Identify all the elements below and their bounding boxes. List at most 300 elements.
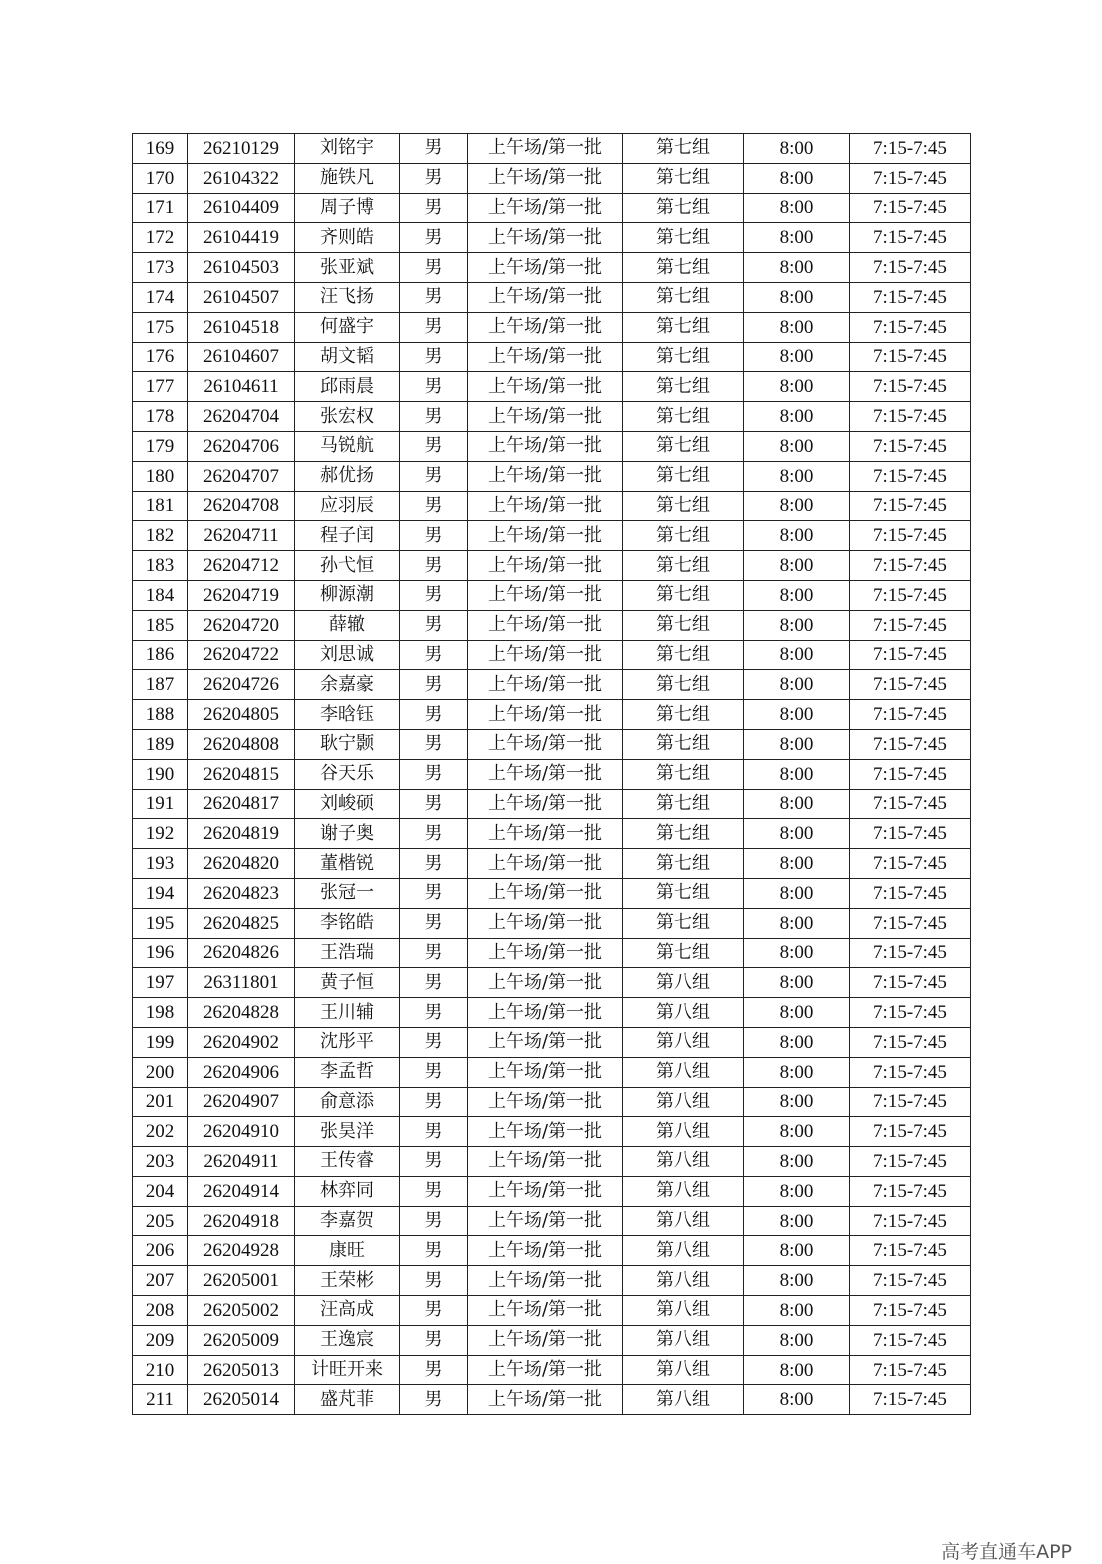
- exam-id-cell: 26104419: [188, 223, 295, 253]
- gender-cell: 男: [400, 402, 468, 432]
- table-body: [133, 134, 971, 1415]
- session-cell: 上午场/第一批: [468, 491, 623, 521]
- checkin-cell: 7:15-7:45: [850, 670, 971, 700]
- seq-cell: 200: [133, 1057, 188, 1087]
- session-cell: 上午场/第一批: [468, 521, 623, 551]
- table-row: [133, 372, 971, 402]
- exam-id-cell: 26205013: [188, 1355, 295, 1385]
- exam-id-cell: 26204828: [188, 998, 295, 1028]
- seq-cell: 186: [133, 640, 188, 670]
- table-row: [133, 342, 971, 372]
- time-cell: 8:00: [744, 580, 850, 610]
- seq-cell: 189: [133, 729, 188, 759]
- checkin-cell: 7:15-7:45: [850, 1147, 971, 1177]
- table-row: [133, 998, 971, 1028]
- gender-cell: 男: [400, 1296, 468, 1326]
- table-row: [133, 610, 971, 640]
- checkin-cell: 7:15-7:45: [850, 431, 971, 461]
- time-cell: 8:00: [744, 1117, 850, 1147]
- session-cell: 上午场/第一批: [468, 938, 623, 968]
- exam-id-cell: 26204805: [188, 700, 295, 730]
- session-cell: 上午场/第一批: [468, 610, 623, 640]
- session-cell: 上午场/第一批: [468, 819, 623, 849]
- name-cell: 刘思诚: [295, 640, 400, 670]
- group-cell: 第七组: [623, 640, 744, 670]
- gender-cell: 男: [400, 521, 468, 551]
- seq-cell: 201: [133, 1087, 188, 1117]
- session-cell: 上午场/第一批: [468, 670, 623, 700]
- time-cell: 8:00: [744, 282, 850, 312]
- group-cell: 第七组: [623, 134, 744, 164]
- seq-cell: 172: [133, 223, 188, 253]
- table-row: [133, 1355, 971, 1385]
- table-row: [133, 819, 971, 849]
- seq-cell: 209: [133, 1325, 188, 1355]
- table-row: [133, 938, 971, 968]
- checkin-cell: 7:15-7:45: [850, 819, 971, 849]
- exam-id-cell: 26204704: [188, 402, 295, 432]
- table-row: [133, 1057, 971, 1087]
- gender-cell: 男: [400, 1057, 468, 1087]
- seq-cell: 210: [133, 1355, 188, 1385]
- gender-cell: 男: [400, 700, 468, 730]
- time-cell: 8:00: [744, 968, 850, 998]
- gender-cell: 男: [400, 1147, 468, 1177]
- name-cell: 薛辙: [295, 610, 400, 640]
- group-cell: 第七组: [623, 342, 744, 372]
- session-cell: 上午场/第一批: [468, 1236, 623, 1266]
- checkin-cell: 7:15-7:45: [850, 521, 971, 551]
- gender-cell: 男: [400, 461, 468, 491]
- exam-id-cell: 26204820: [188, 849, 295, 879]
- exam-id-cell: 26204928: [188, 1236, 295, 1266]
- group-cell: 第七组: [623, 700, 744, 730]
- session-cell: 上午场/第一批: [468, 1087, 623, 1117]
- name-cell: 盛芃菲: [295, 1385, 400, 1415]
- table-row: [133, 700, 971, 730]
- checkin-cell: 7:15-7:45: [850, 700, 971, 730]
- group-cell: 第七组: [623, 670, 744, 700]
- seq-cell: 181: [133, 491, 188, 521]
- session-cell: 上午场/第一批: [468, 640, 623, 670]
- exam-id-cell: 26210129: [188, 134, 295, 164]
- seq-cell: 199: [133, 1027, 188, 1057]
- table-row: [133, 461, 971, 491]
- gender-cell: 男: [400, 759, 468, 789]
- name-cell: 柳源潮: [295, 580, 400, 610]
- session-cell: 上午场/第一批: [468, 1206, 623, 1236]
- exam-id-cell: 26204902: [188, 1027, 295, 1057]
- time-cell: 8:00: [744, 1147, 850, 1177]
- session-cell: 上午场/第一批: [468, 849, 623, 879]
- time-cell: 8:00: [744, 1296, 850, 1326]
- name-cell: 施铁凡: [295, 163, 400, 193]
- seq-cell: 196: [133, 938, 188, 968]
- session-cell: 上午场/第一批: [468, 1147, 623, 1177]
- gender-cell: 男: [400, 789, 468, 819]
- table-row: [133, 1176, 971, 1206]
- session-cell: 上午场/第一批: [468, 253, 623, 283]
- table-row: [133, 521, 971, 551]
- gender-cell: 男: [400, 640, 468, 670]
- table-row: [133, 134, 971, 164]
- session-cell: 上午场/第一批: [468, 1057, 623, 1087]
- table-row: [133, 1027, 971, 1057]
- session-cell: 上午场/第一批: [468, 372, 623, 402]
- checkin-cell: 7:15-7:45: [850, 1206, 971, 1236]
- group-cell: 第七组: [623, 193, 744, 223]
- time-cell: 8:00: [744, 849, 850, 879]
- session-cell: 上午场/第一批: [468, 1355, 623, 1385]
- session-cell: 上午场/第一批: [468, 402, 623, 432]
- group-cell: 第七组: [623, 610, 744, 640]
- seq-cell: 183: [133, 551, 188, 581]
- time-cell: 8:00: [744, 223, 850, 253]
- group-cell: 第七组: [623, 491, 744, 521]
- checkin-cell: 7:15-7:45: [850, 1385, 971, 1415]
- time-cell: 8:00: [744, 491, 850, 521]
- checkin-cell: 7:15-7:45: [850, 1057, 971, 1087]
- group-cell: 第八组: [623, 968, 744, 998]
- time-cell: 8:00: [744, 372, 850, 402]
- table-row: [133, 253, 971, 283]
- checkin-cell: 7:15-7:45: [850, 551, 971, 581]
- seq-cell: 192: [133, 819, 188, 849]
- group-cell: 第八组: [623, 1325, 744, 1355]
- gender-cell: 男: [400, 1236, 468, 1266]
- time-cell: 8:00: [744, 938, 850, 968]
- checkin-cell: 7:15-7:45: [850, 759, 971, 789]
- exam-id-cell: 26204826: [188, 938, 295, 968]
- exam-id-cell: 26104409: [188, 193, 295, 223]
- gender-cell: 男: [400, 223, 468, 253]
- name-cell: 张昊洋: [295, 1117, 400, 1147]
- exam-id-cell: 26204823: [188, 878, 295, 908]
- checkin-cell: 7:15-7:45: [850, 789, 971, 819]
- seq-cell: 179: [133, 431, 188, 461]
- name-cell: 齐则皓: [295, 223, 400, 253]
- name-cell: 沈彤平: [295, 1027, 400, 1057]
- seq-cell: 204: [133, 1176, 188, 1206]
- checkin-cell: 7:15-7:45: [850, 849, 971, 879]
- exam-id-cell: 26204706: [188, 431, 295, 461]
- gender-cell: 男: [400, 580, 468, 610]
- gender-cell: 男: [400, 312, 468, 342]
- name-cell: 刘峻硕: [295, 789, 400, 819]
- group-cell: 第七组: [623, 551, 744, 581]
- time-cell: 8:00: [744, 789, 850, 819]
- name-cell: 周子博: [295, 193, 400, 223]
- exam-id-cell: 26104507: [188, 282, 295, 312]
- table-row: [133, 193, 971, 223]
- seq-cell: 185: [133, 610, 188, 640]
- name-cell: 李嘉贺: [295, 1206, 400, 1236]
- group-cell: 第七组: [623, 431, 744, 461]
- exam-id-cell: 26204914: [188, 1176, 295, 1206]
- gender-cell: 男: [400, 998, 468, 1028]
- time-cell: 8:00: [744, 1027, 850, 1057]
- session-cell: 上午场/第一批: [468, 193, 623, 223]
- gender-cell: 男: [400, 431, 468, 461]
- name-cell: 张宏权: [295, 402, 400, 432]
- group-cell: 第八组: [623, 1147, 744, 1177]
- checkin-cell: 7:15-7:45: [850, 134, 971, 164]
- name-cell: 刘铭宇: [295, 134, 400, 164]
- checkin-cell: 7:15-7:45: [850, 282, 971, 312]
- name-cell: 王川辅: [295, 998, 400, 1028]
- watermark-text: 高考直通车APP: [941, 1541, 1072, 1563]
- session-cell: 上午场/第一批: [468, 551, 623, 581]
- name-cell: 王浩瑞: [295, 938, 400, 968]
- group-cell: 第七组: [623, 819, 744, 849]
- group-cell: 第七组: [623, 461, 744, 491]
- checkin-cell: 7:15-7:45: [850, 402, 971, 432]
- checkin-cell: 7:15-7:45: [850, 193, 971, 223]
- exam-id-cell: 26204910: [188, 1117, 295, 1147]
- time-cell: 8:00: [744, 908, 850, 938]
- name-cell: 孙弋恒: [295, 551, 400, 581]
- table-row: [133, 551, 971, 581]
- gender-cell: 男: [400, 729, 468, 759]
- group-cell: 第八组: [623, 1236, 744, 1266]
- session-cell: 上午场/第一批: [468, 1296, 623, 1326]
- checkin-cell: 7:15-7:45: [850, 729, 971, 759]
- exam-id-cell: 26205014: [188, 1385, 295, 1415]
- group-cell: 第七组: [623, 759, 744, 789]
- group-cell: 第七组: [623, 282, 744, 312]
- name-cell: 谢子奥: [295, 819, 400, 849]
- seq-cell: 195: [133, 908, 188, 938]
- group-cell: 第七组: [623, 402, 744, 432]
- gender-cell: 男: [400, 819, 468, 849]
- gender-cell: 男: [400, 1355, 468, 1385]
- seq-cell: 170: [133, 163, 188, 193]
- gender-cell: 男: [400, 1266, 468, 1296]
- checkin-cell: 7:15-7:45: [850, 1236, 971, 1266]
- table-row: [133, 878, 971, 908]
- exam-id-cell: 26104607: [188, 342, 295, 372]
- gender-cell: 男: [400, 1206, 468, 1236]
- session-cell: 上午场/第一批: [468, 580, 623, 610]
- table-row: [133, 580, 971, 610]
- group-cell: 第七组: [623, 938, 744, 968]
- gender-cell: 男: [400, 1087, 468, 1117]
- name-cell: 余嘉豪: [295, 670, 400, 700]
- checkin-cell: 7:15-7:45: [850, 878, 971, 908]
- time-cell: 8:00: [744, 431, 850, 461]
- group-cell: 第七组: [623, 223, 744, 253]
- checkin-cell: 7:15-7:45: [850, 908, 971, 938]
- name-cell: 张亚斌: [295, 253, 400, 283]
- checkin-cell: 7:15-7:45: [850, 968, 971, 998]
- seq-cell: 187: [133, 670, 188, 700]
- seq-cell: 176: [133, 342, 188, 372]
- name-cell: 俞意添: [295, 1087, 400, 1117]
- session-cell: 上午场/第一批: [468, 223, 623, 253]
- checkin-cell: 7:15-7:45: [850, 938, 971, 968]
- checkin-cell: 7:15-7:45: [850, 461, 971, 491]
- seq-cell: 193: [133, 849, 188, 879]
- group-cell: 第八组: [623, 1176, 744, 1206]
- table-row: [133, 1087, 971, 1117]
- gender-cell: 男: [400, 491, 468, 521]
- seq-cell: 177: [133, 372, 188, 402]
- checkin-cell: 7:15-7:45: [850, 253, 971, 283]
- gender-cell: 男: [400, 372, 468, 402]
- group-cell: 第八组: [623, 1027, 744, 1057]
- checkin-cell: 7:15-7:45: [850, 163, 971, 193]
- name-cell: 应羽辰: [295, 491, 400, 521]
- name-cell: 董楷锐: [295, 849, 400, 879]
- session-cell: 上午场/第一批: [468, 908, 623, 938]
- time-cell: 8:00: [744, 1176, 850, 1206]
- seq-cell: 211: [133, 1385, 188, 1415]
- checkin-cell: 7:15-7:45: [850, 1087, 971, 1117]
- exam-id-cell: 26204808: [188, 729, 295, 759]
- group-cell: 第八组: [623, 1117, 744, 1147]
- table-row: [133, 491, 971, 521]
- time-cell: 8:00: [744, 1236, 850, 1266]
- session-cell: 上午场/第一批: [468, 1117, 623, 1147]
- name-cell: 汪飞扬: [295, 282, 400, 312]
- group-cell: 第八组: [623, 1355, 744, 1385]
- name-cell: 李孟哲: [295, 1057, 400, 1087]
- seq-cell: 198: [133, 998, 188, 1028]
- time-cell: 8:00: [744, 1087, 850, 1117]
- time-cell: 8:00: [744, 1206, 850, 1236]
- name-cell: 邱雨晨: [295, 372, 400, 402]
- time-cell: 8:00: [744, 1325, 850, 1355]
- gender-cell: 男: [400, 938, 468, 968]
- group-cell: 第七组: [623, 878, 744, 908]
- checkin-cell: 7:15-7:45: [850, 1355, 971, 1385]
- time-cell: 8:00: [744, 1355, 850, 1385]
- group-cell: 第七组: [623, 521, 744, 551]
- time-cell: 8:00: [744, 461, 850, 491]
- table-row: [133, 282, 971, 312]
- gender-cell: 男: [400, 908, 468, 938]
- session-cell: 上午场/第一批: [468, 312, 623, 342]
- gender-cell: 男: [400, 1385, 468, 1415]
- seq-cell: 203: [133, 1147, 188, 1177]
- group-cell: 第七组: [623, 163, 744, 193]
- group-cell: 第八组: [623, 1385, 744, 1415]
- table-row: [133, 1206, 971, 1236]
- name-cell: 李铭皓: [295, 908, 400, 938]
- seq-cell: 171: [133, 193, 188, 223]
- checkin-cell: 7:15-7:45: [850, 312, 971, 342]
- seq-cell: 205: [133, 1206, 188, 1236]
- exam-id-cell: 26104322: [188, 163, 295, 193]
- exam-id-cell: 26204726: [188, 670, 295, 700]
- name-cell: 郝优扬: [295, 461, 400, 491]
- seq-cell: 207: [133, 1266, 188, 1296]
- time-cell: 8:00: [744, 700, 850, 730]
- exam-id-cell: 26205001: [188, 1266, 295, 1296]
- table-row: [133, 670, 971, 700]
- session-cell: 上午场/第一批: [468, 1266, 623, 1296]
- time-cell: 8:00: [744, 670, 850, 700]
- checkin-cell: 7:15-7:45: [850, 1027, 971, 1057]
- checkin-cell: 7:15-7:45: [850, 640, 971, 670]
- checkin-cell: 7:15-7:45: [850, 1176, 971, 1206]
- group-cell: 第七组: [623, 908, 744, 938]
- time-cell: 8:00: [744, 1266, 850, 1296]
- table-row: [133, 1147, 971, 1177]
- gender-cell: 男: [400, 282, 468, 312]
- seq-cell: 202: [133, 1117, 188, 1147]
- exam-id-cell: 26204720: [188, 610, 295, 640]
- checkin-cell: 7:15-7:45: [850, 1325, 971, 1355]
- gender-cell: 男: [400, 134, 468, 164]
- group-cell: 第七组: [623, 253, 744, 283]
- gender-cell: 男: [400, 193, 468, 223]
- exam-id-cell: 26204707: [188, 461, 295, 491]
- session-cell: 上午场/第一批: [468, 431, 623, 461]
- name-cell: 汪高成: [295, 1296, 400, 1326]
- time-cell: 8:00: [744, 193, 850, 223]
- exam-id-cell: 26104518: [188, 312, 295, 342]
- name-cell: 程子闰: [295, 521, 400, 551]
- group-cell: 第七组: [623, 789, 744, 819]
- time-cell: 8:00: [744, 163, 850, 193]
- exam-id-cell: 26204906: [188, 1057, 295, 1087]
- time-cell: 8:00: [744, 610, 850, 640]
- exam-id-cell: 26204907: [188, 1087, 295, 1117]
- exam-id-cell: 26204719: [188, 580, 295, 610]
- name-cell: 谷天乐: [295, 759, 400, 789]
- time-cell: 8:00: [744, 134, 850, 164]
- checkin-cell: 7:15-7:45: [850, 998, 971, 1028]
- gender-cell: 男: [400, 610, 468, 640]
- time-cell: 8:00: [744, 1385, 850, 1415]
- checkin-cell: 7:15-7:45: [850, 342, 971, 372]
- seq-cell: 188: [133, 700, 188, 730]
- time-cell: 8:00: [744, 1057, 850, 1087]
- time-cell: 8:00: [744, 878, 850, 908]
- session-cell: 上午场/第一批: [468, 998, 623, 1028]
- name-cell: 耿宁颢: [295, 729, 400, 759]
- gender-cell: 男: [400, 253, 468, 283]
- table-row: [133, 729, 971, 759]
- session-cell: 上午场/第一批: [468, 700, 623, 730]
- gender-cell: 男: [400, 163, 468, 193]
- exam-id-cell: 26104503: [188, 253, 295, 283]
- time-cell: 8:00: [744, 312, 850, 342]
- seq-cell: 206: [133, 1236, 188, 1266]
- session-cell: 上午场/第一批: [468, 1385, 623, 1415]
- exam-id-cell: 26204817: [188, 789, 295, 819]
- session-cell: 上午场/第一批: [468, 163, 623, 193]
- table-row: [133, 908, 971, 938]
- table-row: [133, 431, 971, 461]
- exam-id-cell: 26204711: [188, 521, 295, 551]
- exam-id-cell: 26204819: [188, 819, 295, 849]
- checkin-cell: 7:15-7:45: [850, 491, 971, 521]
- time-cell: 8:00: [744, 819, 850, 849]
- checkin-cell: 7:15-7:45: [850, 223, 971, 253]
- session-cell: 上午场/第一批: [468, 282, 623, 312]
- time-cell: 8:00: [744, 402, 850, 432]
- time-cell: 8:00: [744, 759, 850, 789]
- table-row: [133, 1296, 971, 1326]
- group-cell: 第七组: [623, 372, 744, 402]
- seq-cell: 173: [133, 253, 188, 283]
- group-cell: 第七组: [623, 312, 744, 342]
- table-row: [133, 759, 971, 789]
- group-cell: 第七组: [623, 580, 744, 610]
- name-cell: 王荣彬: [295, 1266, 400, 1296]
